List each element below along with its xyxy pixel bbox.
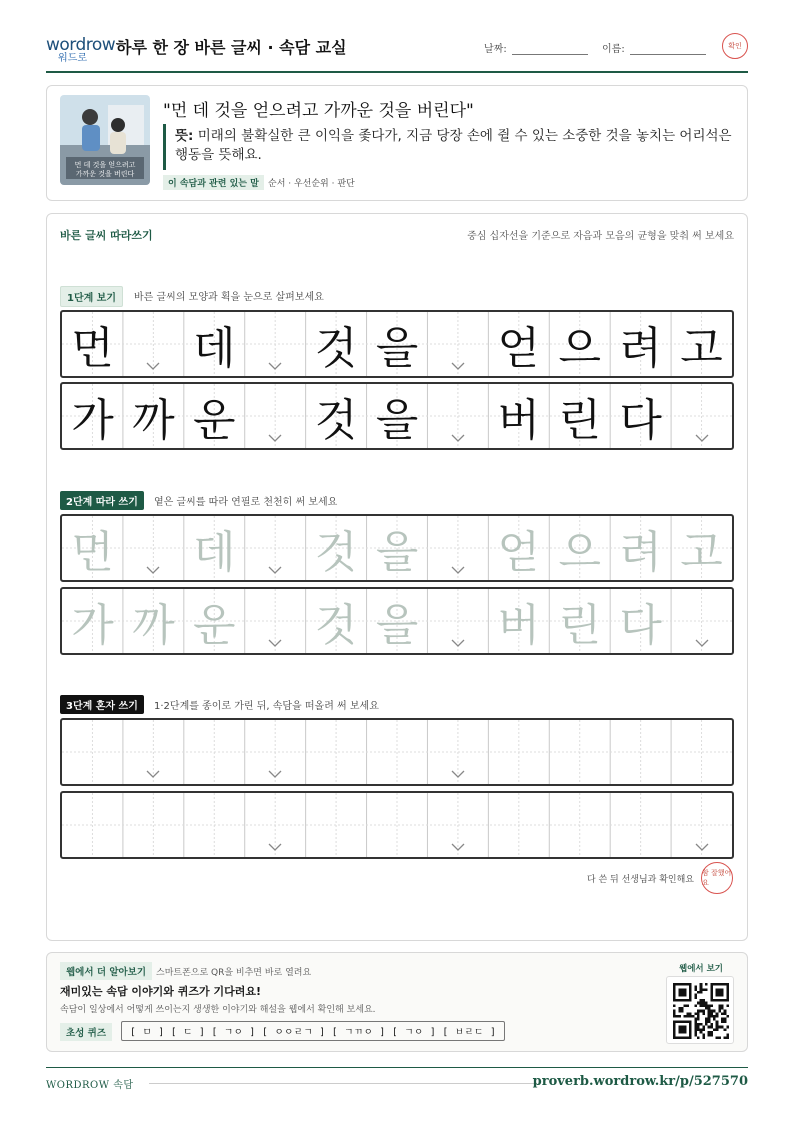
space-mark-icon [146, 566, 160, 574]
related-words-tag: 이 속담과 관련 있는 말 [163, 175, 264, 190]
grid-character: 얻 [497, 323, 541, 374]
grid-character: 것 [314, 600, 358, 651]
grid-character: 운 [193, 395, 236, 446]
grid-character: 것 [314, 323, 358, 374]
footer-brand: WORDROW 속담 [46, 1080, 134, 1091]
grid-character: 얻 [497, 527, 541, 578]
wordrow-logo-sub: 워드로 [58, 53, 87, 64]
grid-character: 운 [193, 600, 236, 651]
grid-character: 다 [619, 600, 662, 651]
grid-character: 린 [558, 395, 601, 446]
web-headline: 재미있는 속담 이야기와 퀴즈가 기다려요! [60, 985, 261, 998]
grid-character: 으 [558, 323, 601, 374]
grid-character: 버 [497, 395, 541, 446]
grid-character: 것 [314, 527, 358, 578]
step3-desc: 1·2단계를 종이로 가린 뒤, 속담을 떠올려 써 보세요 [154, 701, 379, 712]
grid-character: 버 [497, 600, 541, 651]
related-words: 순서 · 우선순위 · 판단 [268, 179, 355, 189]
grid-character: 린 [558, 600, 601, 651]
space-mark-icon [268, 434, 282, 442]
qr-code[interactable] [666, 976, 734, 1044]
meaning-label: 뜻: [175, 128, 194, 144]
step2-row-1[interactable] [60, 514, 734, 582]
practice-title: 바른 글씨 따라쓰기 [60, 229, 153, 242]
grid-character: 데 [193, 527, 236, 578]
grid-character: 고 [680, 527, 723, 578]
grid-character: 먼 [71, 527, 114, 578]
grid-character: 가 [71, 600, 114, 651]
space-mark-icon [451, 639, 465, 647]
footer-url[interactable]: proverb.wordrow.kr/p/527570 [532, 1074, 748, 1089]
header-divider [46, 71, 748, 73]
proverb-meaning [175, 127, 735, 165]
space-mark-icon [451, 843, 465, 851]
step2-row-2[interactable] [60, 587, 734, 655]
writing-grid [62, 793, 732, 857]
thumb-caption-1: 먼 데 것을 얻으려고 [74, 161, 136, 169]
grid-character: 려 [619, 323, 662, 374]
grid-character: 으 [558, 527, 601, 578]
grid-character: 려 [619, 527, 662, 578]
writing-grid [62, 720, 732, 784]
web-more-tag: 웹에서 더 알아보기 [60, 962, 152, 980]
space-mark-icon [451, 362, 465, 370]
step3-tag: 3단계 혼자 쓰기 [60, 695, 144, 714]
space-mark-icon [268, 770, 282, 778]
space-mark-icon [451, 566, 465, 574]
date-field[interactable] [512, 54, 588, 55]
thumb-caption-2: 가까운 것을 버린다 [75, 170, 135, 178]
grid-character: 데 [193, 323, 236, 374]
space-mark-icon [268, 639, 282, 647]
well-done-stamp: 참 잘했어요 [701, 862, 733, 894]
meaning-text: 미래의 불확실한 큰 이익을 좇다가, 지금 당장 손에 쥘 수 있는 소중한 것을 놓치는 어리석은 행동을 뜻해요. [175, 128, 732, 163]
step3-row-2[interactable] [60, 791, 734, 859]
grid-character: 을 [375, 600, 419, 651]
wordrow-logo: wordrow [46, 35, 116, 55]
grid-character: 까 [132, 395, 175, 446]
step2-desc: 옅은 글씨를 따라 연필로 천천히 써 보세요 [154, 497, 338, 508]
grid-character: 까 [132, 600, 175, 651]
grid-character: 을 [375, 323, 419, 374]
space-mark-icon [146, 770, 160, 778]
practice-hint: 중심 십자선을 기준으로 자음과 모음의 균형을 맞춰 써 보세요 [467, 231, 734, 242]
step1-row-1 [60, 310, 734, 378]
space-mark-icon [695, 434, 709, 442]
check-note: 다 쓴 뒤 선생님과 확인해요 [586, 875, 694, 885]
grid-character: 고 [680, 323, 723, 374]
date-label: 날짜: [484, 44, 507, 55]
step1-desc: 바른 글씨의 모양과 획을 눈으로 살펴보세요 [134, 292, 324, 303]
quiz-tag: 초성 퀴즈 [60, 1023, 112, 1041]
space-mark-icon [451, 434, 465, 442]
step1-tag: 1단계 보기 [60, 286, 123, 307]
space-mark-icon [695, 639, 709, 647]
web-subtext: 속담이 일상에서 어떻게 쓰이는지 생생한 이야기와 해설을 웹에서 확인해 보세요. [60, 1005, 376, 1015]
grid-character: 먼 [71, 323, 114, 374]
space-mark-icon [695, 843, 709, 851]
grid-character: 다 [619, 395, 662, 446]
footer-line [149, 1083, 537, 1084]
confirm-stamp: 확인 [722, 33, 748, 59]
grid-character: 을 [375, 395, 419, 446]
space-mark-icon [146, 362, 160, 370]
initial-consonant-quiz: [ ㅁ ] [ ㄷ ] [ ㄱㅇ ] [ ㅇㅇㄹㄱ ] [ ㄱㄲㅇ ] [ ㄱㅇ ] [ ㅂㄹㄷ ] [121, 1021, 505, 1041]
space-mark-icon [268, 843, 282, 851]
web-hint: 스마트폰으로 QR을 비추면 바로 열려요 [156, 968, 312, 978]
footer-divider [46, 1067, 748, 1068]
grid-character: 을 [375, 527, 419, 578]
grid-character: 것 [314, 395, 358, 446]
step3-row-1[interactable] [60, 718, 734, 786]
step2-tag: 2단계 따라 쓰기 [60, 491, 144, 510]
space-mark-icon [451, 770, 465, 778]
page-title: 하루 한 장 바른 글씨 · 속담 교실 [116, 38, 347, 57]
step1-row-2 [60, 382, 734, 450]
space-mark-icon [268, 566, 282, 574]
meaning-accent-bar [163, 124, 166, 170]
name-label: 이름: [602, 44, 625, 55]
proverb-text: "먼 데 것을 얻으려고 가까운 것을 버린다" [163, 101, 474, 121]
space-mark-icon [268, 362, 282, 370]
grid-character: 가 [71, 395, 114, 446]
name-field[interactable] [630, 54, 706, 55]
proverb-illustration [60, 95, 150, 185]
qr-label: 웹에서 보기 [679, 964, 724, 974]
